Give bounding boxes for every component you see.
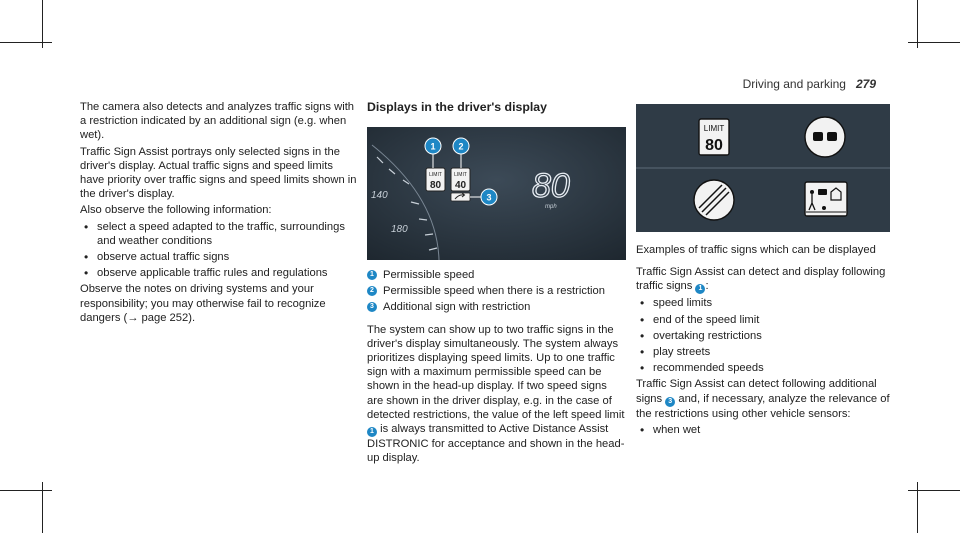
svg-text:LIMIT: LIMIT <box>703 124 725 133</box>
list-item: • play streets <box>636 345 894 359</box>
speed-unit: mph <box>545 204 557 210</box>
paragraph: Traffic Sign Assist portrays only selected signs in the driver's display. Actual traffic signs and speed limits have priority over traffic signs and speed limits shown in the driver's display. <box>80 145 357 201</box>
driver-display-figure <box>367 127 626 260</box>
crop-mark <box>42 0 43 48</box>
legend-item <box>367 300 625 314</box>
current-speed: 80 <box>532 167 570 205</box>
callout-2 <box>453 138 469 154</box>
svg-text:1: 1 <box>430 141 436 152</box>
paragraph-with-page-link: Observe the notes on driving systems and your responsibility; you may otherwise fail to recognize dangers (→ page 252). <box>80 283 326 324</box>
callout-1 <box>425 138 441 154</box>
crop-mark <box>908 42 960 43</box>
callout-badge: 2 <box>367 286 377 296</box>
traffic-signs-figure <box>636 104 890 232</box>
paragraph: Traffic Sign Assist can detect and display following traffic signs 1 : <box>636 266 886 293</box>
callout-badge: 1 <box>367 270 377 280</box>
legend-text: Permissible speed when there is a restriction <box>383 285 605 298</box>
callout-3 <box>481 189 497 205</box>
speed-limit-sign-2 <box>451 168 470 191</box>
bullet-list <box>80 220 358 281</box>
list-item: • recommended speeds <box>636 361 894 375</box>
svg-text:3: 3 <box>486 192 492 203</box>
bullet-list <box>636 423 894 437</box>
speed-limit-sign-1 <box>426 168 445 191</box>
gauge-180-label: 180 <box>391 224 408 235</box>
additional-sign <box>451 193 470 201</box>
figure-caption: Examples of traffic signs which can be displayed <box>636 244 876 256</box>
paragraph: Traffic Sign Assist can detect following additional signs 3 and, if necessary, analyze the relevance of the restrictions using other vehicle sensors: <box>636 378 890 420</box>
section-heading: Displays in the driver's display <box>367 100 547 114</box>
list-item: • select a speed adapted to the traffic, surroundings and weather conditions <box>80 220 358 248</box>
svg-text:LIMIT: LIMIT <box>454 172 467 178</box>
legend-item <box>367 284 625 298</box>
column-middle-heading <box>367 100 625 124</box>
callout-badge: 1 <box>695 284 705 294</box>
column-middle <box>367 268 625 467</box>
crop-mark <box>917 0 918 48</box>
section-title: Driving and parking <box>742 77 846 91</box>
callout-badge: 3 <box>665 397 675 407</box>
bullet-list <box>636 296 894 375</box>
legend-text: Additional sign with restriction <box>383 301 531 314</box>
gauge-140-label: 140 <box>371 190 388 201</box>
legend-text: Permissible speed <box>383 269 475 281</box>
crop-mark <box>908 490 960 491</box>
list-item: • speed limits <box>636 296 894 310</box>
svg-text:LIMIT: LIMIT <box>429 172 442 178</box>
sign-2-value: 40 <box>454 180 467 191</box>
list-item: • when wet <box>636 423 894 437</box>
paragraph: The system can show up to two traffic signs in the driver's display simultaneously. The system always prioritizes displaying speed limits. Up to one traffic sign with a maximum permissible speed can be shown in the head-up display. If two speed signs are shown in the driver display, e.g. in the case of detected restrictions, the value of the left speed limit 1 is always transmitted to Active Distance Assist DISTRONIC for acceptance and shown in the head-up display. <box>367 323 625 465</box>
column-right <box>636 243 894 439</box>
speed-limit-sign <box>699 119 729 155</box>
crop-mark <box>0 42 52 43</box>
sign-value: 80 <box>705 137 723 154</box>
callout-badge: 1 <box>367 427 377 437</box>
legend-item <box>367 268 625 282</box>
no-overtaking-sign-icon <box>805 117 845 157</box>
list-item: • observe applicable traffic rules and regulations <box>80 266 358 280</box>
sign-1-value: 80 <box>429 180 442 191</box>
callout-badge: 3 <box>367 302 377 312</box>
column-left <box>80 100 358 327</box>
paragraph: Also observe the following information: <box>80 204 272 217</box>
paragraph: The camera also detects and analyzes traffic signs with a restriction indicated by an additional sign (e.g. when wet). <box>80 101 355 142</box>
crop-mark <box>0 490 52 491</box>
page-number: 279 <box>855 77 876 91</box>
page-header <box>743 77 876 91</box>
end-of-speed-limit-sign-icon <box>694 180 734 220</box>
svg-text:2: 2 <box>458 141 464 152</box>
list-item: • end of the speed limit <box>636 313 894 327</box>
list-item: • observe actual traffic signs <box>80 250 358 264</box>
play-street-sign-icon <box>805 182 847 216</box>
list-item: • overtaking restrictions <box>636 329 894 343</box>
